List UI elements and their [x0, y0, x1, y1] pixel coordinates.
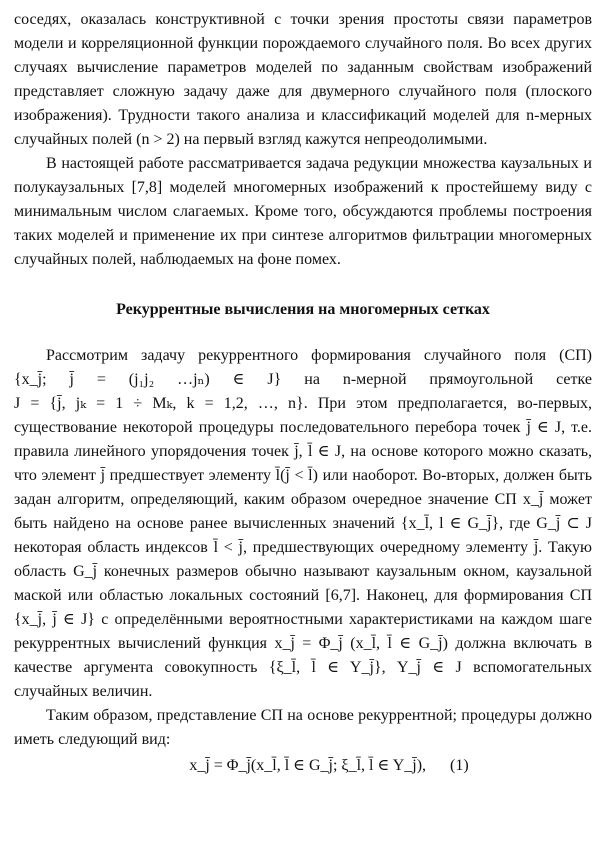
equation-number: (1) [450, 757, 469, 774]
text-run: Рассмотрим задачу рекуррентного формирования случайного поля (СП) [46, 347, 592, 364]
text-run: на n-мерной прямоугольной сетке [281, 371, 593, 388]
text-run: где [503, 515, 537, 532]
body-paragraph-2: Таким образом, представление СП на основе рекуррентной; процедуры должно иметь следующий вид: [14, 707, 592, 748]
intro-paragraph-1: соседях, оказалась конструктивной с точки зрения простоты связи параметров модели и корреляционной функции порождаемого случайного поля. Во всех других случаях вычисление параметров моделей по заданным свойствам изображений представляет сложную задачу даже для двумерного случайного поля (плоского изображения). Трудности такого анализа и классификаций моделей для n-мерных случайных полей (n > 2) на первый взгляд кажутся непреодолимыми. [14, 11, 592, 148]
formula-current-element: j̄. [533, 539, 543, 556]
text-run: предшествует элементу [105, 467, 276, 484]
text-run: может быть найдено на основе ранее вычисленных значений [14, 491, 592, 532]
text-run: с определёнными вероятностными характеристиками на каждом шаге рекуррентных вычислений функция [14, 611, 592, 652]
text-run: вспомогательных случайных величин. [14, 659, 592, 700]
text-run: некоторая область индексов [14, 539, 214, 556]
formula-causal-region: G_j̄ ⊂ J [536, 515, 593, 532]
text-run: должна включать в качестве аргумента совокупность [14, 635, 593, 676]
section-heading: Рекуррентные вычисления на многомерных сетках [116, 301, 490, 318]
equation-formula: x_j̄ = Φ_j̄(x_l̄, l̄ ∈ G_j̄; ξ_l̄, l̄ ∈ Y_j̄), [189, 757, 427, 774]
formula-element-j: j̄ [100, 467, 106, 484]
formula-previous-values: {x_l̄, l ∈ G_j̄}, [400, 515, 504, 532]
equation-1 [14, 754, 592, 778]
formula-point-in-grid: j̄ ∈ J, [526, 419, 566, 436]
text-run: т.е. правила линейного упорядочения точек [14, 419, 593, 460]
formula-auxiliary-set: {ξ_l̄, l̄ ∈ Y_j̄}, Y_j̄ ∈ J [268, 659, 462, 676]
intro-paragraph-2: В настоящей работе рассматривается задача редукции множества каузальных и полукаузальных [7,8] моделей многомерных изображений к простейшему виду с минимальным числом слагаемых. Кроме того, обсуждаются проблемы построения таких моделей и применение их при синтезе алгоритмов фильтрации многомерных случайных полей, наблюдаемых на фоне помех. [14, 155, 592, 268]
text-run: Такую область [14, 539, 593, 580]
text-run: или наоборот. Во-вторых, должен быть задан алгоритм, определяющий, каким образом очередное значение СП [14, 467, 592, 508]
formula-points-pair: j̄, l̄ ∈ J, [294, 443, 346, 460]
body-paragraph-1 [14, 344, 592, 704]
formula-field-over-grid: {x_j̄, j̄ ∈ J} [14, 611, 95, 628]
formula-grid-definition: J = {j̄, jₖ = 1 ÷ Mₖ, k = 1,2, …, n}. [14, 395, 308, 412]
text-run: При этом предполагается, во-первых, существование некоторой процедуры последовательного перебора точек [14, 395, 592, 436]
formula-field-value: x_j̄ [522, 491, 544, 508]
formula-order-relation: l̄(j̄ < l̄) [275, 467, 318, 484]
text-run: предшествующих очередному элементу [247, 539, 534, 556]
formula-field-set: {x_j̄; j̄ = (j₁j₂ …jₙ) ∈ J} [14, 371, 282, 388]
formula-recurrence-function: x_j̄ = Φ_j̄ (x_l̄, l̄ ∈ G_j̄) [274, 635, 448, 652]
text-run: конечных размеров обычно называют каузальным окном, каузальной маской или областью локальных состояний [6,7]. Наконец, для формирования СП [14, 563, 592, 604]
text-run: на основе которого можно сказать, что элемент [14, 443, 593, 484]
formula-region-symbol: G_j̄ [73, 563, 98, 580]
formula-index-order: l̄ < j̄, [213, 539, 248, 556]
